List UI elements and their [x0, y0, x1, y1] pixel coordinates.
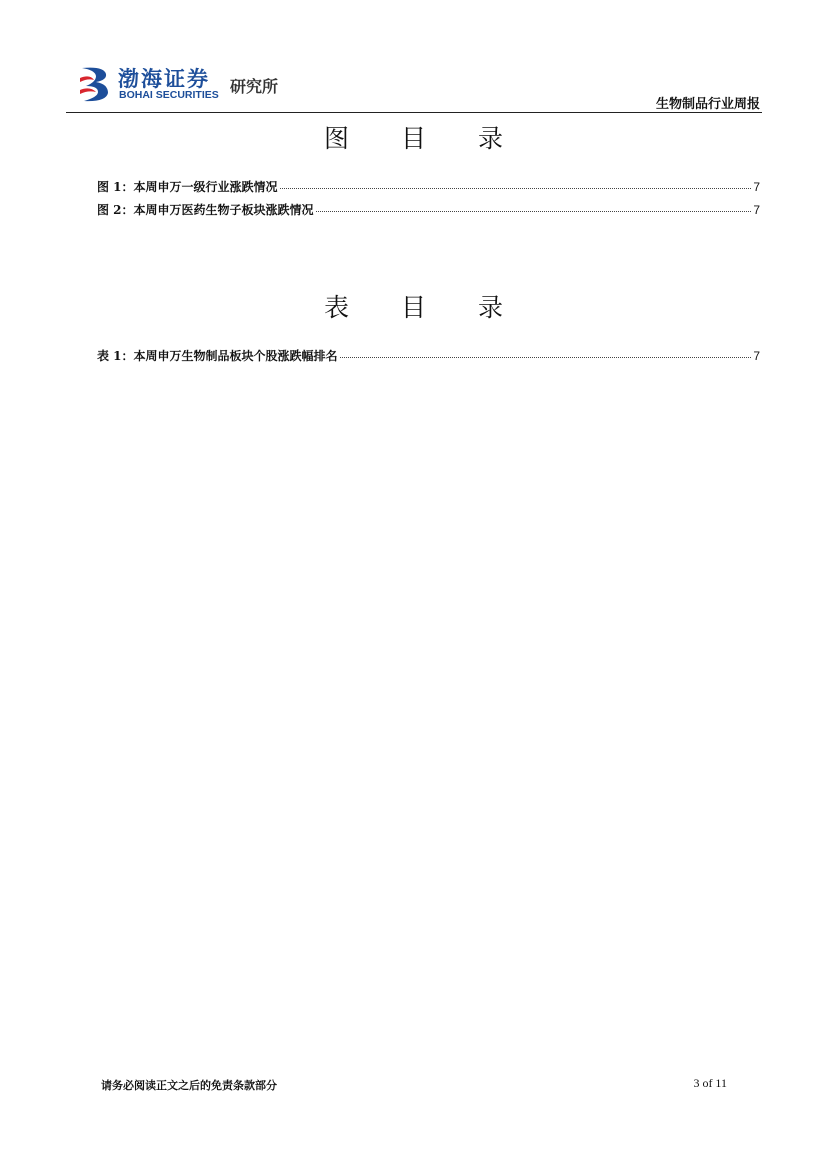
toc-entry-label: 图 2：本周申万医药生物子板块涨跌情况: [97, 203, 314, 217]
logo-english-name: BOHAI SECURITIES: [119, 89, 219, 101]
toc-leader-dots: [340, 347, 752, 358]
disclaimer-note: 请务必阅读正文之后的免责条款部分: [101, 1079, 277, 1092]
toc-leader-dots: [280, 178, 752, 189]
toc-entry-label: 图 1：本周申万一级行业涨跌情况: [97, 180, 278, 194]
bohai-logo: [78, 60, 293, 108]
toc-entry-page: 7: [753, 180, 760, 194]
toc-entry-table-1[interactable]: [97, 347, 760, 365]
toc-entry-figure-1[interactable]: [97, 178, 760, 196]
toc-entry-label: 表 1：本周申万生物制品板块个股涨跌幅排名: [97, 349, 338, 363]
figures-toc-title: 图 目 录: [324, 124, 525, 153]
tables-toc-title: 表 目 录: [324, 293, 525, 322]
page-number: 3 of 11: [693, 1076, 727, 1090]
toc-entry-page: 7: [753, 203, 760, 217]
toc-entry-page: 7: [753, 349, 760, 363]
header-divider: [66, 112, 762, 113]
toc-leader-dots: [316, 201, 752, 212]
page-header: [0, 0, 827, 114]
logo-chinese-name: 渤海证券: [118, 66, 210, 91]
report-type: 生物制品行业周报: [655, 97, 760, 112]
toc-entry-figure-2[interactable]: [97, 201, 760, 219]
logo-institute: 研究所: [230, 77, 279, 96]
bohai-logo-mark-icon: [78, 64, 114, 104]
